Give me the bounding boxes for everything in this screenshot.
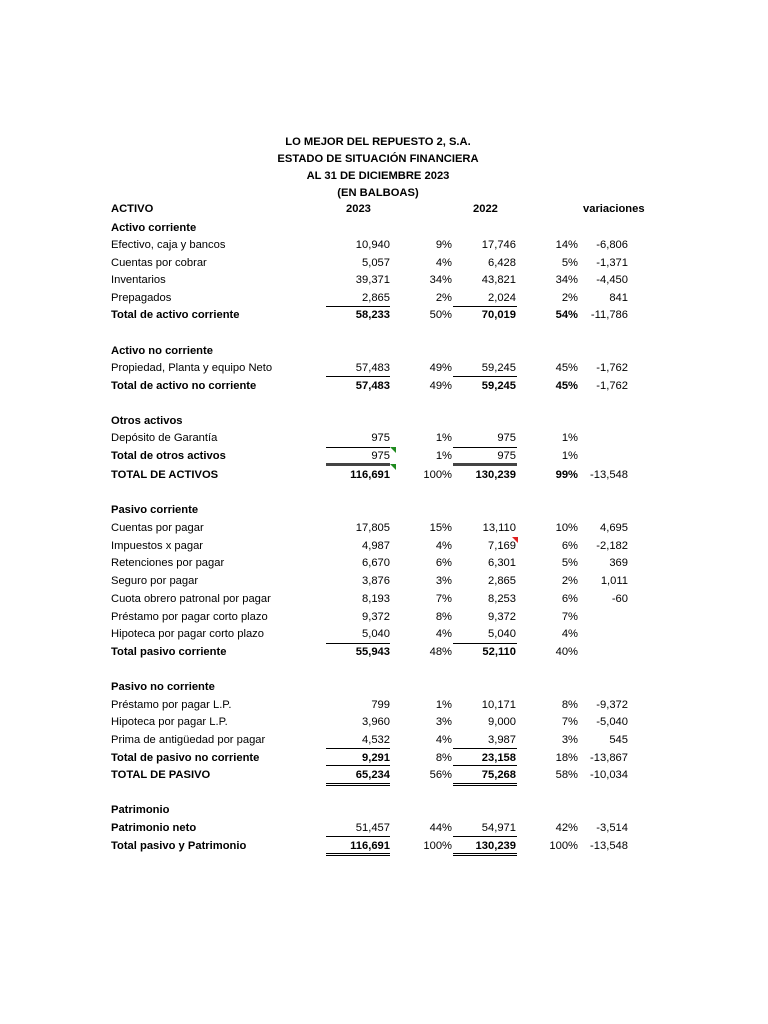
variation-value: -5,040 [596,716,628,728]
variation-value: 4,695 [600,522,628,534]
variation-value: -1,762 [596,380,628,392]
variation-value: -13,548 [590,469,628,481]
value-2022: 59,245 [481,380,516,392]
value-2022: 13,110 [482,522,516,534]
table-row [0,429,768,447]
value-2023: 116,691 [350,840,390,852]
percent-2023: 1% [435,450,452,462]
statement-date: AL 31 DE DICIEMBRE 2023 [306,170,450,182]
value-2022: 7,169 [488,540,516,552]
table-row [0,554,768,572]
percent-2022: 54% [555,309,578,321]
value-2023: 9,291 [362,752,390,764]
percent-2023: 49% [429,380,452,392]
percent-2022: 7% [561,611,578,623]
value-2023: 39,371 [355,274,390,286]
percent-2022: 6% [561,540,578,552]
double-underline [453,783,517,786]
value-2022: 54,971 [481,822,516,834]
value-2022: 17,746 [481,239,516,251]
year-2022-header: 2022 [473,203,498,215]
row-label: Total de activo corriente [111,309,240,321]
double-underline [326,853,390,856]
variation-value: -13,867 [590,752,628,764]
value-2022: 130,239 [475,469,516,481]
table-row [0,254,768,272]
row-label: Total pasivo corriente [111,646,227,658]
percent-2022: 45% [555,362,578,374]
value-2022: 10,171 [481,699,516,711]
percent-2023: 8% [435,611,452,623]
percent-2022: 18% [555,752,578,764]
variation-value: -9,372 [596,699,628,711]
value-2023: 799 [371,699,390,711]
variation-value: -4,450 [596,274,628,286]
row-label: Activo no corriente [111,345,213,357]
percent-2023: 100% [423,469,452,481]
table-row [0,713,768,731]
value-2023: 5,040 [362,628,390,640]
variation-value: -1,762 [596,362,628,374]
row-label: Patrimonio neto [111,822,197,834]
percent-2023: 7% [435,593,452,605]
row-label: Hipoteca por pagar corto plazo [111,628,264,640]
percent-2022: 42% [555,822,578,834]
row-label: Efectivo, caja y bancos [111,239,226,251]
percent-2023: 49% [429,362,452,374]
percent-2023: 9% [435,239,452,251]
value-2022: 6,301 [488,557,516,569]
value-2022: 2,865 [488,575,516,587]
percent-2022: 7% [561,716,578,728]
percent-2023: 1% [435,699,452,711]
value-2023: 8,193 [362,593,390,605]
percent-2022: 99% [555,469,578,481]
row-label: Impuestos x pagar [111,540,204,552]
table-row [0,271,768,289]
row-label: Prima de antigüedad por pagar [111,734,266,746]
variation-value: 545 [609,734,628,746]
variation-value: -10,034 [590,769,628,781]
variation-value: -1,371 [596,257,628,269]
value-2023: 4,987 [362,540,390,552]
value-2023: 4,532 [362,734,390,746]
value-2023: 10,940 [355,239,390,251]
row-label: Préstamo por pagar L.P. [111,699,232,711]
value-2023: 2,865 [362,292,390,304]
percent-2023: 1% [435,432,452,444]
table-row [0,537,768,555]
statement-title: ESTADO DE SITUACIÓN FINANCIERA [277,153,479,165]
percent-2023: 3% [435,716,452,728]
value-2022: 975 [497,450,516,462]
percent-2023: 50% [429,309,452,321]
row-label: Propiedad, Planta y equipo Neto [111,362,273,374]
percent-2022: 1% [561,432,578,444]
section-row [0,801,768,819]
section-row [0,412,768,430]
table-row [0,731,768,749]
percent-2022: 8% [561,699,578,711]
variation-value: -6,806 [596,239,628,251]
currency-note: (EN BALBOAS) [337,187,419,199]
row-label: Cuentas por pagar [111,522,204,534]
percent-2022: 3% [561,734,578,746]
row-label: Otros activos [111,415,183,427]
percent-2023: 6% [435,557,452,569]
variation-value: -60 [611,593,628,605]
value-2022: 2,024 [488,292,516,304]
percent-2022: 4% [561,628,578,640]
table-row [0,359,768,377]
value-2022: 70,019 [481,309,516,321]
variation-value: -11,786 [590,309,628,321]
value-2023: 3,876 [362,575,390,587]
row-label: TOTAL DE ACTIVOS [111,469,219,481]
total-row [0,643,768,661]
table-row [0,608,768,626]
table-row [0,519,768,537]
value-2023: 65,234 [355,769,390,781]
section-row [0,219,768,237]
row-label: Prepagados [111,292,172,304]
value-2022: 5,040 [488,628,516,640]
percent-2022: 45% [555,380,578,392]
table-row [0,696,768,714]
value-2022: 6,428 [488,257,516,269]
section-row [0,501,768,519]
row-label: Cuota obrero patronal por pagar [111,593,271,605]
value-2023: 17,805 [355,522,390,534]
percent-2022: 40% [555,646,578,658]
percent-2023: 56% [429,769,452,781]
value-2022: 9,000 [488,716,516,728]
row-label: Cuentas por cobrar [111,257,207,269]
percent-2023: 48% [429,646,452,658]
percent-2022: 5% [561,257,578,269]
table-row [0,289,768,307]
percent-2023: 3% [435,575,452,587]
percent-2022: 34% [555,274,578,286]
percent-2022: 5% [561,557,578,569]
value-2023: 57,483 [355,380,390,392]
value-2022: 9,372 [488,611,516,623]
value-2022: 75,268 [481,769,516,781]
variation-value: -2,182 [596,540,628,552]
table-row [0,819,768,837]
percent-2023: 100% [423,840,452,852]
percent-2023: 4% [435,257,452,269]
row-label: Hipoteca por pagar L.P. [111,716,228,728]
total-row [0,306,768,324]
table-row [0,590,768,608]
double-underline [326,783,390,786]
value-2023: 116,691 [350,469,390,481]
percent-2022: 14% [555,239,578,251]
value-2022: 43,821 [481,274,516,286]
percent-2022: 58% [555,769,578,781]
percent-2022: 100% [549,840,578,852]
table-row [0,236,768,254]
variation-value: 1,011 [600,575,628,587]
percent-2023: 2% [435,292,452,304]
row-label: Total de otros activos [111,450,226,462]
percent-2023: 15% [429,522,452,534]
percent-2023: 4% [435,734,452,746]
value-2023: 9,372 [362,611,390,623]
percent-2023: 44% [429,822,452,834]
row-label: Total pasivo y Patrimonio [111,840,247,852]
percent-2023: 4% [435,540,452,552]
percent-2023: 8% [435,752,452,764]
row-label: Depósito de Garantía [111,432,218,444]
table-row [0,625,768,643]
double-underline [453,853,517,856]
row-label: Total de activo no corriente [111,380,257,392]
table-row [0,572,768,590]
variation-value: 841 [609,292,628,304]
total-row [0,377,768,395]
value-2023: 6,670 [362,557,390,569]
company-name: LO MEJOR DEL REPUESTO 2, S.A. [285,136,471,148]
row-label: Préstamo por pagar corto plazo [111,611,268,623]
value-2023: 975 [371,450,390,462]
value-2022: 23,158 [481,752,516,764]
percent-2022: 10% [555,522,578,534]
percent-2022: 2% [561,575,578,587]
grand-total-row [0,466,768,484]
row-label: Pasivo no corriente [111,681,215,693]
section-row [0,678,768,696]
value-2022: 3,987 [488,734,516,746]
value-2022: 8,253 [488,593,516,605]
value-2023: 3,960 [362,716,390,728]
row-label: Inventarios [111,274,166,286]
row-label: Retenciones por pagar [111,557,225,569]
value-2023: 58,233 [355,309,390,321]
row-label: Pasivo corriente [111,504,199,516]
section-header: ACTIVO [111,203,154,215]
row-label: TOTAL DE PASIVO [111,769,211,781]
value-2022: 130,239 [475,840,516,852]
row-label: Total de pasivo no corriente [111,752,260,764]
value-2023: 51,457 [355,822,390,834]
variation-header: variaciones [583,203,645,215]
value-2023: 57,483 [355,362,390,374]
value-2023: 975 [371,432,390,444]
percent-2023: 34% [429,274,452,286]
variation-value: -13,548 [590,840,628,852]
row-label: Seguro por pagar [111,575,199,587]
grand-total-row [0,766,768,784]
percent-2022: 1% [561,450,578,462]
section-row [0,342,768,360]
value-2022: 59,245 [481,362,516,374]
value-2022: 975 [497,432,516,444]
row-label: Patrimonio [111,804,170,816]
percent-2023: 4% [435,628,452,640]
value-2022: 52,110 [482,646,516,658]
percent-2022: 2% [561,292,578,304]
variation-value: -3,514 [596,822,628,834]
year-2023-header: 2023 [346,203,371,215]
value-2023: 55,943 [355,646,390,658]
value-2023: 5,057 [362,257,390,269]
variation-value: 369 [609,557,628,569]
percent-2022: 6% [561,593,578,605]
row-label: Activo corriente [111,222,197,234]
